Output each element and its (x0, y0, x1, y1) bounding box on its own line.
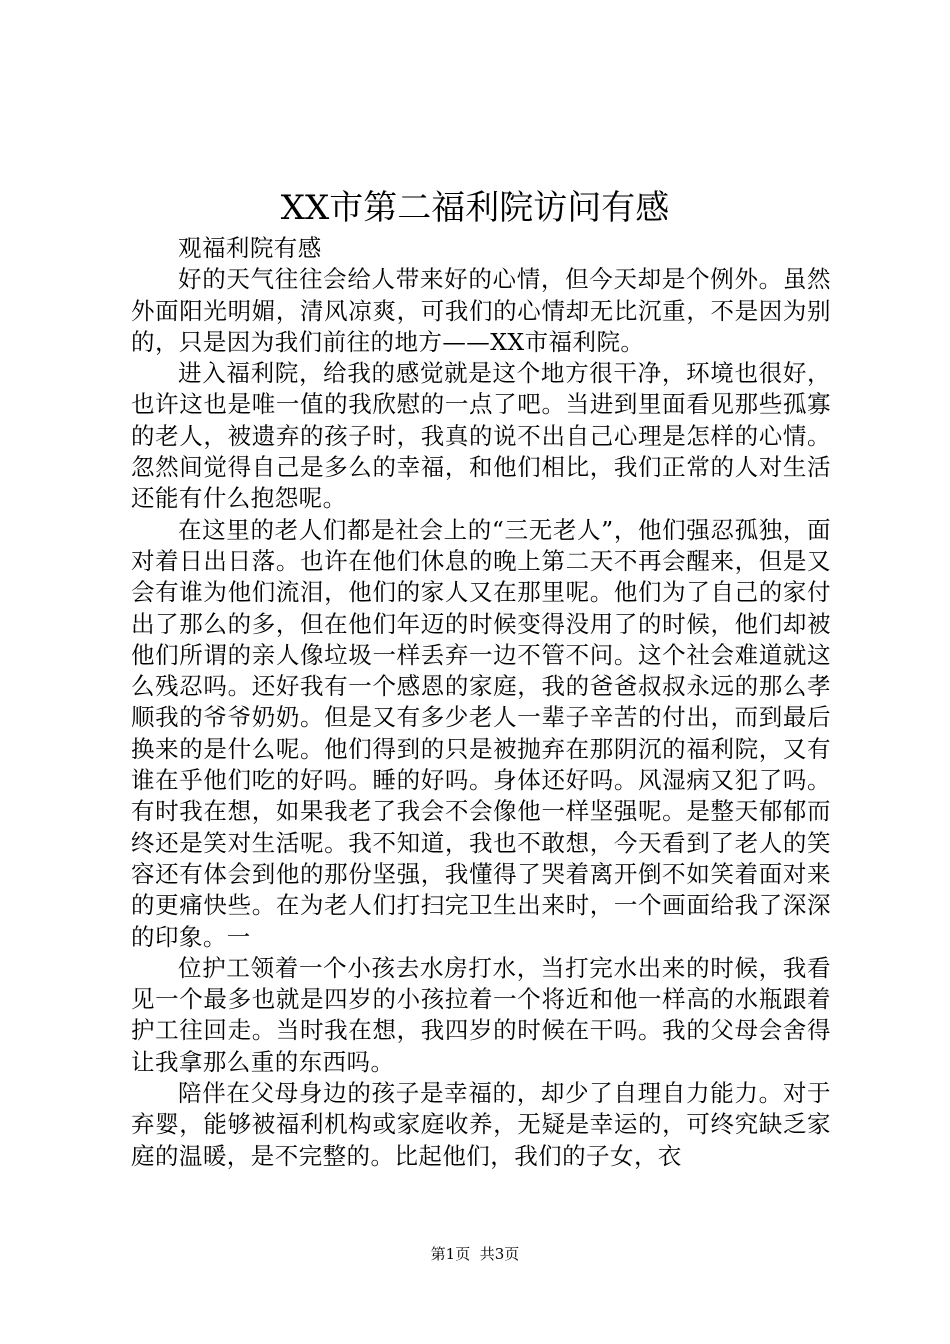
page-total: 共3页 (479, 1245, 520, 1263)
document-body (131, 233, 831, 1172)
paragraph-2: 进入福利院，给我的感觉就是这个地方很干净，环境也很好，也许这也是唯一值的我欣慰的一点了吧。当进到里面看见那些孤寡的老人，被遗弃的孩子时，我真的说不出自己心理是怎样的心情。忽然间觉得自己是多么的幸福，和他们相比，我们正常的人对生活还能有什么抱怨呢。 (131, 359, 831, 513)
page-number: 第1页 (430, 1245, 471, 1263)
paragraph-5: 陪伴在父母身边的孩子是幸福的，却少了自理自力能力。对于弃婴，能够被福利机构或家庭收养，无疑是幸运的，可终究缺乏家庭的温暖，是不完整的。比起他们，我们的子女，衣 (131, 1079, 831, 1170)
paragraph-subtitle: 观福利院有感 (178, 234, 322, 262)
page-footer (0, 1244, 950, 1264)
paragraph-4: 位护工领着一个小孩去水房打水，当打完水出来的时候，我看见一个最多也就是四岁的小孩拉着一个将近和他一样高的水瓶跟着护工往回走。当时我在想，我四岁的时候在干吗。我的父母会舍得让我拿那么重的东西吗。 (131, 953, 831, 1076)
document-title: XX市第二福利院访问有感 (280, 188, 670, 228)
paragraph-3: 在这里的老人们都是社会上的“三无老人”，他们强忍孤独，面对着日出日落。也许在他们休息的晚上第二天不再会醒来，但是又会有谁为他们流泪，他们的家人又在那里呢。他们为了自己的家付出了那么的多，但在他们年迈的时候变得没用了的时候，他们却被他们所谓的亲人像垃圾一样丢弃一边不管不问。这个社会难道就这么残忍吗。还好我有一个感恩的家庭，我的爸爸叔叔永远的那么孝顺我的爷爷奶奶。但是又有多少老人一辈子辛苦的付出，而到最后换来的是什么呢。他们得到的只是被抛弃在那阴沉的福利院，又有谁在乎他们吃的好吗。睡的好吗。身体还好吗。风湿病又犯了吗。有时我在想，如果我老了我会不会像他一样坚强呢。是整天郁郁而终还是笑对生活呢。我不知道，我也不敢想，今天看到了老人的笑容还有体会到他的那份坚强，我懂得了哭着离开倒不如笑着面对来的更痛快些。在为老人们打扫完卫生出来时，一个画面给我了深深的印象。一 (131, 515, 831, 951)
paragraph-1: 好的天气往往会给人带来好的心情，但今天却是个例外。虽然外面阳光明媚，清风凉爽，可我们的心情却无比沉重，不是因为别的，只是因为我们前往的地方——XX市福利院。 (131, 265, 831, 356)
